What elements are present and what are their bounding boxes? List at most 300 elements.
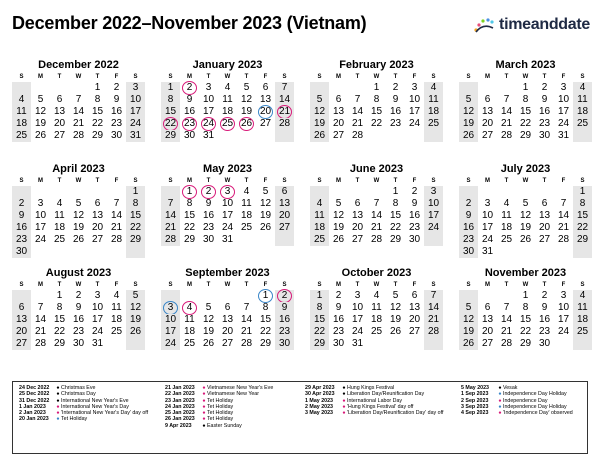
days-grid bbox=[459, 186, 592, 258]
day-cell: 15 bbox=[519, 106, 532, 117]
legend-holiday-name: Independence Day bbox=[503, 397, 548, 404]
day-cell: 23 bbox=[459, 234, 478, 246]
day-cell: 25 bbox=[12, 130, 31, 142]
weekday-label: W bbox=[522, 74, 529, 80]
legend-date: 3 Sep 2023 bbox=[461, 403, 489, 410]
weekday-label: M bbox=[38, 282, 43, 288]
weekday-label: T bbox=[542, 282, 547, 288]
day-cell: 31 bbox=[481, 246, 494, 257]
day-cell: 8 bbox=[392, 198, 399, 209]
day-cell: 12 bbox=[459, 314, 478, 326]
holiday-legend bbox=[12, 381, 588, 454]
day-cell: 1 bbox=[310, 290, 329, 302]
day-cell: 20 bbox=[53, 118, 66, 129]
empty-day-cell bbox=[573, 130, 592, 142]
weekday-label: S bbox=[133, 74, 138, 80]
weekday-label: S bbox=[133, 282, 138, 288]
day-cell: 28 bbox=[72, 130, 85, 141]
weekday-label: S bbox=[317, 74, 322, 80]
day-cell: 4 bbox=[503, 198, 510, 209]
day-cell: 29 bbox=[91, 130, 104, 141]
day-cell: 2 bbox=[411, 186, 418, 197]
weekday-label: F bbox=[561, 178, 566, 184]
day-cell: 3 bbox=[411, 82, 418, 93]
empty-day-cell bbox=[199, 290, 218, 302]
legend-holiday-name: Independence Day Holiday bbox=[503, 403, 567, 410]
weekday-label: S bbox=[19, 178, 24, 184]
legend-holiday-name: International New Year's Day bbox=[61, 403, 129, 410]
weekday-header bbox=[310, 73, 443, 82]
day-cell: 10 bbox=[126, 94, 145, 106]
day-cell: 13 bbox=[221, 314, 234, 325]
weekday-label: T bbox=[355, 282, 360, 288]
weekday-label: S bbox=[133, 178, 138, 184]
day-cell: 6 bbox=[94, 198, 101, 209]
weekday-label: T bbox=[504, 178, 509, 184]
legend-column bbox=[19, 385, 161, 450]
weekday-label: F bbox=[412, 74, 417, 80]
day-cell: 17 bbox=[34, 222, 47, 233]
day-cell: 30 bbox=[538, 130, 551, 141]
day-cell: 31 bbox=[351, 338, 364, 349]
day-cell: 25 bbox=[370, 326, 383, 337]
empty-day-cell bbox=[516, 246, 535, 258]
empty-day-cell bbox=[50, 186, 69, 198]
day-cell: 30 bbox=[12, 246, 31, 258]
day-cell: 19 bbox=[126, 314, 145, 326]
weekday-label: S bbox=[431, 74, 436, 80]
empty-day-cell bbox=[573, 246, 592, 258]
weekday-label: T bbox=[393, 178, 398, 184]
day-cell: 30 bbox=[538, 338, 551, 349]
day-cell: 5 bbox=[335, 198, 342, 209]
day-cell: 13 bbox=[481, 106, 494, 117]
day-cell: 10 bbox=[424, 198, 443, 210]
day-cell: 9 bbox=[541, 302, 548, 313]
weekday-label: W bbox=[75, 178, 82, 184]
legend-column bbox=[461, 385, 591, 450]
day-cell: 24 bbox=[557, 118, 570, 129]
day-cell: 7 bbox=[424, 290, 443, 302]
empty-day-cell bbox=[497, 186, 516, 198]
day-cell: 11 bbox=[310, 210, 329, 222]
legend-date: 21 Jan 2023 bbox=[165, 385, 195, 391]
weekday-label: T bbox=[95, 282, 100, 288]
weekday-label: T bbox=[355, 178, 360, 184]
day-cell: 31 bbox=[126, 130, 145, 142]
empty-day-cell bbox=[348, 186, 367, 198]
day-cell: 14 bbox=[500, 314, 513, 325]
day-cell: 30 bbox=[202, 234, 215, 245]
weekday-label: W bbox=[75, 74, 82, 80]
empty-day-cell bbox=[535, 246, 554, 258]
weekday-header bbox=[12, 177, 145, 186]
bullet-icon: ● bbox=[56, 385, 60, 391]
empty-day-cell bbox=[459, 186, 478, 198]
day-cell: 10 bbox=[408, 94, 421, 105]
day-cell: 3 bbox=[126, 82, 145, 94]
day-cell: 14 bbox=[34, 314, 47, 325]
day-cell: 9 bbox=[75, 302, 82, 313]
day-cell: 7 bbox=[275, 82, 294, 94]
day-cell: 1 bbox=[573, 186, 592, 198]
day-cell: 22 bbox=[389, 222, 402, 233]
day-cell: 27 bbox=[538, 234, 551, 245]
day-cell: 5 bbox=[205, 302, 212, 313]
empty-day-cell bbox=[310, 186, 329, 198]
day-cell: 21 bbox=[275, 106, 294, 118]
legend-column bbox=[305, 385, 457, 450]
day-cell: 11 bbox=[424, 94, 443, 106]
weekday-label: S bbox=[19, 282, 24, 288]
weekday-label: F bbox=[114, 74, 119, 80]
day-cell: 14 bbox=[500, 106, 513, 117]
day-cell: 3 bbox=[560, 82, 567, 93]
legend-date: 9 Apr 2023 bbox=[165, 422, 192, 429]
day-cell: 18 bbox=[573, 314, 592, 326]
day-cell: 2 bbox=[75, 290, 82, 301]
day-cell: 21 bbox=[370, 222, 383, 233]
day-cell: 11 bbox=[54, 210, 65, 221]
empty-day-cell bbox=[31, 290, 50, 302]
weekday-header bbox=[459, 281, 592, 290]
bullet-icon: ● bbox=[498, 385, 502, 391]
day-cell: 14 bbox=[370, 210, 383, 221]
days-grid bbox=[12, 82, 145, 142]
weekday-label: F bbox=[412, 178, 417, 184]
day-cell: 8 bbox=[94, 94, 101, 105]
bullet-icon: ● bbox=[56, 416, 60, 423]
weekday-label: T bbox=[542, 74, 547, 80]
day-cell: 27 bbox=[259, 118, 272, 129]
day-cell: 30 bbox=[183, 130, 196, 141]
day-cell: 2 bbox=[275, 290, 294, 302]
day-cell: 26 bbox=[34, 130, 47, 141]
day-cell: 26 bbox=[389, 326, 402, 337]
empty-day-cell bbox=[424, 338, 443, 350]
empty-day-cell bbox=[126, 338, 145, 350]
day-cell: 20 bbox=[12, 326, 31, 338]
day-cell: 26 bbox=[332, 234, 345, 245]
month-name: May 2023 bbox=[203, 163, 252, 175]
bullet-icon: ● bbox=[202, 391, 206, 398]
day-cell: 13 bbox=[332, 106, 345, 117]
day-cell: 19 bbox=[240, 106, 253, 117]
day-cell: 6 bbox=[335, 94, 342, 105]
day-cell: 16 bbox=[332, 314, 345, 325]
weekday-label: T bbox=[504, 282, 509, 288]
day-cell: 9 bbox=[275, 302, 294, 314]
empty-day-cell bbox=[31, 186, 50, 198]
legend-date: 4 Sep 2023 bbox=[461, 410, 489, 417]
day-cell: 29 bbox=[161, 130, 180, 142]
day-cell: 2 bbox=[12, 198, 31, 210]
bullet-icon: ● bbox=[498, 410, 502, 417]
day-cell: 28 bbox=[34, 338, 47, 349]
month-calendar bbox=[12, 162, 145, 257]
empty-day-cell bbox=[424, 130, 443, 142]
bullet-icon: ● bbox=[202, 416, 206, 423]
month-calendar bbox=[310, 266, 443, 361]
day-cell: 2 bbox=[335, 290, 342, 301]
brand-logo[interactable] bbox=[473, 14, 590, 36]
empty-day-cell bbox=[107, 186, 126, 198]
day-cell: 16 bbox=[459, 222, 478, 234]
bullet-icon: ● bbox=[498, 391, 502, 398]
day-cell: 7 bbox=[560, 198, 567, 209]
day-cell: 15 bbox=[259, 314, 272, 325]
legend-date: 24 Dec 2022 bbox=[19, 385, 50, 391]
day-cell: 13 bbox=[53, 106, 66, 117]
weekday-label: F bbox=[263, 178, 268, 184]
empty-day-cell bbox=[386, 130, 405, 142]
day-cell: 26 bbox=[310, 130, 329, 142]
day-cell: 25 bbox=[573, 118, 592, 130]
day-cell: 1 bbox=[256, 290, 275, 302]
weekday-label: W bbox=[522, 178, 529, 184]
day-cell: 29 bbox=[259, 338, 272, 349]
legend-holiday-name: 'International New Year's Day' day off bbox=[61, 410, 149, 417]
day-cell: 28 bbox=[500, 338, 513, 349]
weekday-label: T bbox=[95, 178, 100, 184]
day-cell: 17 bbox=[161, 326, 180, 338]
legend-item bbox=[461, 410, 591, 416]
legend-holiday-name: Christmas Eve bbox=[61, 385, 96, 391]
empty-day-cell bbox=[573, 338, 592, 350]
day-cell: 7 bbox=[503, 302, 510, 313]
legend-holiday-name: Easter Sunday bbox=[207, 422, 242, 429]
day-cell: 23 bbox=[72, 326, 85, 337]
day-cell: 12 bbox=[259, 198, 272, 209]
month-name: October 2023 bbox=[341, 267, 412, 279]
empty-day-cell bbox=[12, 82, 31, 94]
legend-date: 29 Apr 2023 bbox=[305, 385, 335, 391]
day-cell: 18 bbox=[183, 326, 196, 337]
bullet-icon: ● bbox=[342, 403, 346, 410]
day-cell: 17 bbox=[126, 106, 145, 118]
legend-item bbox=[19, 416, 161, 422]
legend-holiday-name: Vietnamese New Year's Eve bbox=[207, 385, 274, 391]
day-cell: 4 bbox=[180, 302, 199, 314]
weekday-header bbox=[161, 281, 294, 290]
weekday-label: S bbox=[580, 178, 585, 184]
day-cell: 24 bbox=[351, 326, 364, 337]
day-cell: 5 bbox=[392, 290, 399, 301]
day-cell: 2 bbox=[541, 82, 548, 93]
day-cell: 7 bbox=[373, 198, 380, 209]
legend-holiday-name: 'Independence Day' observed bbox=[503, 410, 573, 417]
day-cell: 18 bbox=[12, 118, 31, 130]
day-cell: 20 bbox=[256, 106, 275, 118]
day-cell: 20 bbox=[351, 222, 364, 233]
empty-day-cell bbox=[50, 82, 69, 94]
weekday-label: F bbox=[263, 74, 268, 80]
empty-day-cell bbox=[237, 234, 256, 246]
weekday-label: S bbox=[431, 178, 436, 184]
day-cell: 10 bbox=[34, 210, 47, 221]
day-cell: 9 bbox=[459, 210, 478, 222]
day-cell: 23 bbox=[180, 118, 199, 130]
day-cell: 9 bbox=[205, 198, 212, 209]
day-cell: 2 bbox=[459, 198, 478, 210]
day-cell: 12 bbox=[389, 302, 402, 313]
bullet-icon: ● bbox=[498, 403, 502, 410]
day-cell: 23 bbox=[389, 118, 402, 129]
legend-date: 3 May 2023 bbox=[305, 410, 333, 417]
month-calendar bbox=[310, 58, 443, 153]
weekday-label: T bbox=[57, 178, 62, 184]
day-cell: 22 bbox=[53, 326, 66, 337]
day-cell: 25 bbox=[424, 118, 443, 130]
days-grid bbox=[459, 290, 592, 350]
day-cell: 11 bbox=[241, 198, 252, 209]
day-cell: 15 bbox=[126, 210, 145, 222]
legend-date: 1 Jan 2023 bbox=[19, 403, 46, 410]
day-cell: 31 bbox=[557, 130, 570, 141]
weekday-label: T bbox=[57, 74, 62, 80]
day-cell: 12 bbox=[126, 302, 145, 314]
day-cell: 9 bbox=[392, 94, 399, 105]
day-cell: 23 bbox=[538, 118, 551, 129]
weekday-label: T bbox=[206, 74, 211, 80]
empty-day-cell bbox=[275, 234, 294, 246]
days-grid bbox=[12, 290, 145, 350]
day-cell: 3 bbox=[94, 290, 101, 301]
weekday-label: T bbox=[244, 74, 249, 80]
empty-day-cell bbox=[554, 246, 573, 258]
day-cell: 15 bbox=[389, 210, 402, 221]
day-cell: 21 bbox=[500, 118, 513, 129]
day-cell: 6 bbox=[275, 186, 294, 198]
day-cell: 13 bbox=[275, 198, 294, 210]
day-cell: 14 bbox=[72, 106, 85, 117]
day-cell: 17 bbox=[351, 314, 364, 325]
legend-column bbox=[165, 385, 301, 450]
day-cell: 8 bbox=[573, 198, 592, 210]
day-cell: 20 bbox=[275, 210, 294, 222]
day-cell: 14 bbox=[557, 210, 570, 221]
day-cell: 31 bbox=[202, 130, 215, 141]
days-grid bbox=[310, 186, 443, 246]
month-calendar bbox=[161, 58, 294, 153]
day-cell: 24 bbox=[126, 118, 145, 130]
empty-day-cell bbox=[218, 130, 237, 142]
weekday-label: S bbox=[19, 74, 24, 80]
weekday-label: S bbox=[282, 178, 287, 184]
day-cell: 11 bbox=[12, 106, 31, 118]
bullet-icon: ● bbox=[202, 410, 206, 417]
legend-holiday-name: Independence Day Holiday bbox=[503, 391, 567, 398]
empty-day-cell bbox=[50, 246, 69, 258]
empty-day-cell bbox=[424, 234, 443, 246]
day-cell: 29 bbox=[519, 130, 532, 141]
empty-day-cell bbox=[69, 246, 88, 258]
weekday-label: S bbox=[168, 178, 173, 184]
weekday-label: M bbox=[187, 74, 192, 80]
day-cell: 5 bbox=[126, 290, 145, 302]
month-name: January 2023 bbox=[192, 59, 263, 71]
weekday-label: W bbox=[75, 282, 82, 288]
day-cell: 21 bbox=[110, 222, 123, 233]
weekday-label: S bbox=[580, 282, 585, 288]
day-cell: 15 bbox=[183, 210, 196, 221]
day-cell: 27 bbox=[351, 234, 364, 245]
day-cell: 28 bbox=[161, 234, 180, 246]
day-cell: 29 bbox=[126, 234, 145, 246]
day-cell: 1 bbox=[522, 82, 529, 93]
day-cell: 28 bbox=[110, 234, 123, 245]
month-name: July 2023 bbox=[500, 163, 551, 175]
day-cell: 20 bbox=[538, 222, 551, 233]
day-cell: 6 bbox=[411, 290, 418, 301]
days-grid bbox=[161, 186, 294, 246]
day-cell: 13 bbox=[91, 210, 104, 221]
day-cell: 19 bbox=[459, 326, 478, 338]
day-cell: 3 bbox=[218, 186, 237, 198]
bullet-icon: ● bbox=[342, 385, 346, 391]
legend-date: 25 Jan 2023 bbox=[165, 410, 195, 417]
day-cell: 19 bbox=[202, 326, 215, 337]
day-cell: 9 bbox=[541, 94, 548, 105]
month-name: April 2023 bbox=[52, 163, 105, 175]
day-cell: 1 bbox=[161, 82, 180, 94]
day-cell: 16 bbox=[538, 314, 551, 325]
bullet-icon: ● bbox=[202, 422, 206, 429]
day-cell: 14 bbox=[161, 210, 180, 222]
day-cell: 8 bbox=[186, 198, 193, 209]
day-cell: 9 bbox=[411, 198, 418, 209]
legend-holiday-name: Tet Holiday bbox=[207, 416, 234, 423]
day-cell: 23 bbox=[538, 326, 551, 337]
day-cell: 22 bbox=[310, 326, 329, 338]
bullet-icon: ● bbox=[342, 397, 346, 404]
bullet-icon: ● bbox=[56, 397, 60, 404]
days-grid bbox=[310, 82, 443, 142]
day-cell: 1 bbox=[56, 290, 63, 301]
day-cell: 13 bbox=[538, 210, 551, 221]
weekday-label: T bbox=[206, 282, 211, 288]
day-cell: 7 bbox=[161, 198, 180, 210]
day-cell: 6 bbox=[484, 94, 491, 105]
empty-day-cell bbox=[12, 290, 31, 302]
empty-day-cell bbox=[218, 290, 237, 302]
day-cell: 22 bbox=[519, 326, 532, 337]
day-cell: 10 bbox=[91, 302, 104, 313]
day-cell: 27 bbox=[408, 326, 421, 337]
day-cell: 15 bbox=[370, 106, 383, 117]
weekday-label: F bbox=[263, 282, 268, 288]
day-cell: 10 bbox=[481, 210, 494, 221]
empty-day-cell bbox=[107, 246, 126, 258]
day-cell: 8 bbox=[522, 94, 529, 105]
day-cell: 22 bbox=[519, 118, 532, 129]
day-cell: 27 bbox=[481, 130, 494, 141]
weekday-header bbox=[12, 281, 145, 290]
day-cell: 8 bbox=[262, 302, 269, 313]
day-cell: 21 bbox=[424, 314, 443, 326]
empty-day-cell bbox=[237, 130, 256, 142]
day-cell: 26 bbox=[202, 338, 215, 349]
day-cell: 2 bbox=[180, 82, 199, 94]
day-cell: 21 bbox=[161, 222, 180, 234]
day-cell: 25 bbox=[500, 234, 513, 245]
weekday-label: M bbox=[485, 74, 490, 80]
day-cell: 7 bbox=[113, 198, 120, 209]
days-grid bbox=[310, 290, 443, 350]
day-cell: 20 bbox=[332, 118, 345, 129]
day-cell: 26 bbox=[459, 130, 478, 142]
day-cell: 29 bbox=[573, 234, 592, 246]
